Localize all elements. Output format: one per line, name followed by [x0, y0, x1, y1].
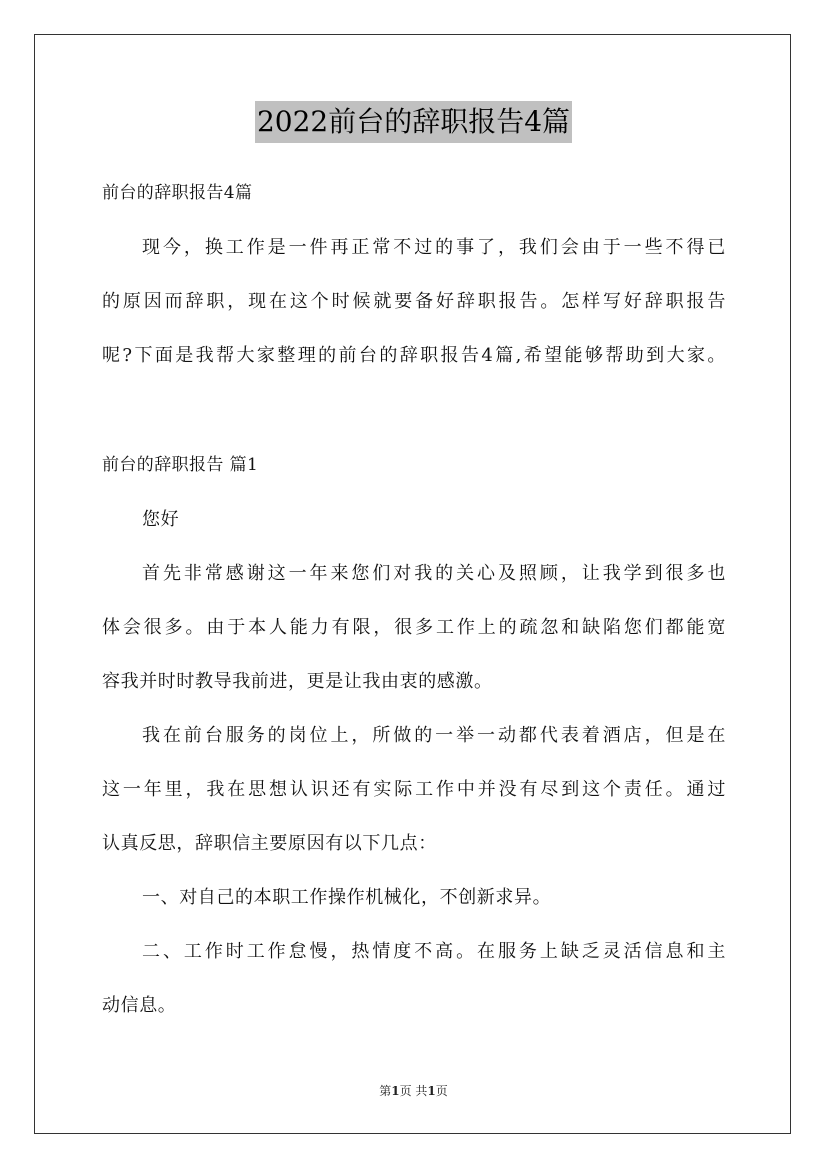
document-heading: 前台的辞职报告4篇 [102, 183, 253, 203]
footer-prefix: 第 [379, 1084, 392, 1098]
intro-line-2: 的原因而辞职，现在这个时候就要备好辞职报告。怎样写好辞职报告 [102, 291, 726, 312]
paragraph-line: 这一年里，我在思想认识还有实际工作中并没有尽到这个责任。通过 [102, 779, 726, 800]
paragraph-line: 容我并时时教导我前进，更是让我由衷的感激。 [102, 671, 493, 692]
intro-line-1: 现今，换工作是一件再正常不过的事了，我们会由于一些不得已 [142, 237, 726, 258]
paragraph-line: 首先非常感谢这一年来您们对我的关心及照顾，让我学到很多也 [142, 563, 726, 584]
greeting: 您好 [142, 509, 180, 530]
page-footer [0, 1082, 827, 1099]
footer-suffix: 页 [435, 1084, 448, 1098]
document-title: 2022前台的辞职报告4篇 [255, 101, 572, 143]
paragraph-line: 二、工作时工作怠慢，热情度不高。在服务上缺乏灵活信息和主 [142, 941, 726, 962]
paragraph-line: 认真反思，辞职信主要原因有以下几点： [102, 833, 437, 854]
paragraph-line: 一、对自己的本职工作操作机械化，不创新求异。 [142, 887, 552, 908]
section-heading: 前台的辞职报告 篇1 [102, 455, 259, 475]
paragraph-line: 体会很多。由于本人能力有限，很多工作上的疏忽和缺陷您们都能宽 [102, 617, 726, 638]
paragraph-line: 我在前台服务的岗位上，所做的一举一动都代表着酒店，但是在 [142, 725, 726, 746]
paragraph-line: 动信息。 [102, 995, 177, 1016]
footer-total-pages: 1 [427, 1084, 436, 1098]
footer-middle: 页 共 [399, 1084, 428, 1098]
intro-line-3: 呢?下面是我帮大家整理的前台的辞职报告4篇,希望能够帮助到大家。 [102, 345, 726, 366]
title-container [0, 101, 827, 143]
footer-page-number: 1 [391, 1084, 400, 1098]
